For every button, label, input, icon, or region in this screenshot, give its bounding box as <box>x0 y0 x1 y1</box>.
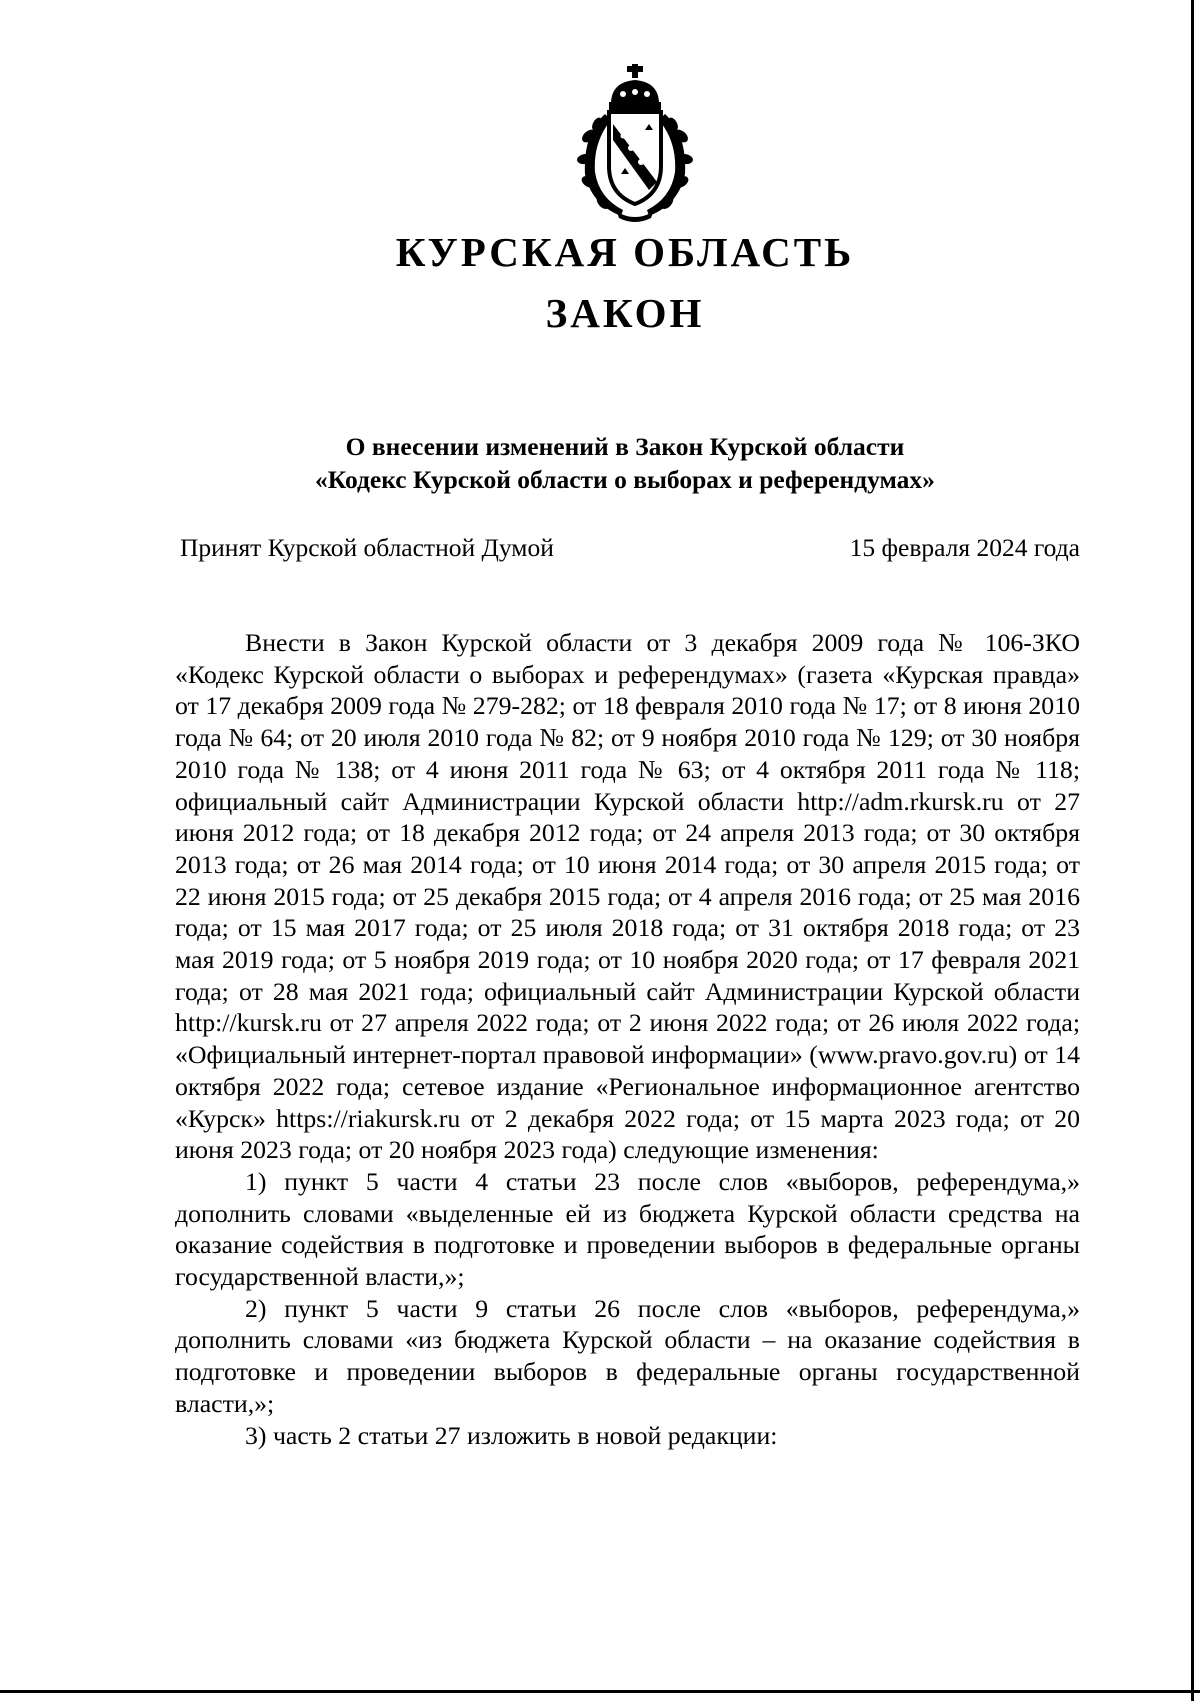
law-body <box>175 627 1080 1451</box>
body-paragraph-item-1: 1) пункт 5 части 4 статьи 23 после слов «выборов, референдума,» дополнить словами «выделенные ей из бюджета Курской области средства на оказание содействия в подготовке и проведении выборов в федеральные органы государственной власти,»; <box>175 1166 1080 1292</box>
coat-of-arms-emblem <box>565 64 705 224</box>
shield-icon <box>609 112 661 204</box>
adoption-date: 15 февраля 2024 года <box>849 533 1080 562</box>
law-title-line-1: О внесении изменений в Закон Курской области <box>345 432 905 461</box>
document-type-heading: ЗАКОН <box>545 290 705 336</box>
law-title-line-2: «Кодекс Курской области о выборах и референдумах» <box>315 465 935 494</box>
law-title <box>0 430 1200 496</box>
scan-edge-bottom <box>0 1690 1200 1693</box>
crown-icon <box>609 64 661 110</box>
body-paragraph-item-2: 2) пункт 5 части 9 статьи 26 после слов «выборов, референдума,» дополнить словами «из бюджета Курской области – на оказание содействия в подготовке и проведении выборов в федеральные органы государственной власти,»; <box>175 1293 1080 1418</box>
body-paragraph-item-3: 3) часть 2 статьи 27 изложить в новой редакции: <box>245 1420 778 1450</box>
region-heading: КУРСКАЯ ОБЛАСТЬ <box>395 229 855 275</box>
adopted-by: Принят Курской областной Думой <box>180 533 554 562</box>
body-paragraph-intro: Внести в Закон Курской области от 3 декабря 2009 года № 106-ЗКО «Кодекс Курской области о выборах и референдумах» (газета «Курская правда» от 17 декабря 2009 года № 279-282; от 18 февраля 2010 года № 17; от 8 июня 2010 года № 64; от 20 июля 2010 года № 82; от 9 ноября 2010 года № 129; от 30 ноября 2010 года № 138; от 4 июня 2011 года № 63; от 4 октября 2011 года № 118; официальный сайт Администрации Курской области http://adm.rkursk.ru от 27 июня 2012 года; от 18 декабря 2012 года; от 24 апреля 2013 года; от 30 октября 2013 года; от 26 мая 2014 года; от 10 июня 2014 года; от 30 апреля 2015 года; от 22 июня 2015 года; от 25 декабря 2015 года; от 4 апреля 2016 года; от 25 мая 2016 года; от 15 мая 2017 года; от 25 июля 2018 года; от 31 октября 2018 года; от 23 мая 2019 года; от 5 ноября 2019 года; от 10 ноября 2020 года; от 17 февраля 2021 года; от 28 мая 2021 года; официальный сайт Администрации Курской области http://kursk.ru от 27 апреля 2022 года; от 2 июня 2022 года; от 26 июля 2022 года; «Официальный интернет-портал правовой информации» (www.pravo.gov.ru) от 14 октября 2022 года; сетевое издание «Региональное информационное агентство «Курск» https://riakursk.ru от 2 декабря 2022 года; от 15 марта 2023 года; от 20 июня 2023 года; от 20 ноября 2023 года) следующие изменения: <box>175 628 1080 1165</box>
